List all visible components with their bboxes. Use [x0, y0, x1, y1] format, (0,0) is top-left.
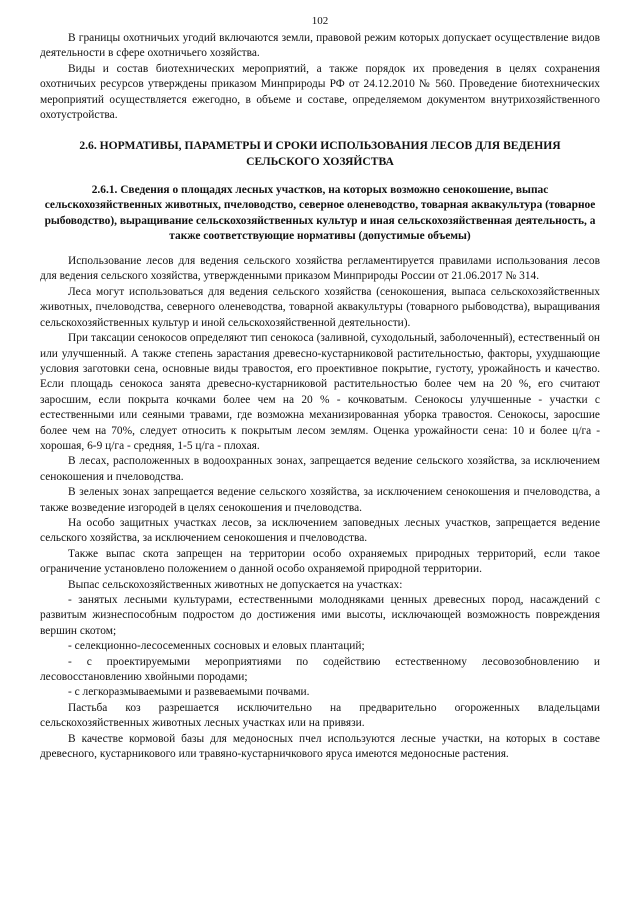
body-paragraph: Выпас сельскохозяйственных животных не допускается на участках: — [68, 578, 403, 591]
page-number: 102 — [311, 15, 329, 27]
closing-paragraph: В качестве кормовой базы для медоносных пчел используются лесные участки, на которых в составе древесного, кустарникового или травяно-кустарничкового яруса имеются медоносные растения. — [40, 732, 600, 761]
list-item: - занятых лесными культурами, естественными молодняками ценных древесных пород, насаждений с развитым жизнеспособным подростом до достижения ими высоты, исключающей возможность повреждения вершин скотом; — [40, 594, 600, 637]
list-item: - с легкоразмываемыми и развеваемыми почвами. — [68, 686, 310, 699]
closing-paragraph: Пастьба коз разрешается исключительно на предварительно огороженных владельцами сельскохозяйственных животных лесных участках или на привязи. — [40, 701, 600, 730]
intro-paragraph: В границы охотничьих угодий включаются земли, правовой режим которых допускает осуществление видов деятельности в сфере охотничьего хозяйства. — [40, 32, 600, 60]
body-paragraph: В зеленых зонах запрещается ведение сельского хозяйства, за исключением сенокошения и пчеловодства, а также возведение изгородей в целях сенокошения и пчеловодства. — [40, 486, 600, 514]
intro-paragraph: Виды и состав биотехнических мероприятий, а также порядок их проведения в целях сохранения охотничьих ресурсов утверждены приказом Минприроды РФ от 24.12.2010 № 560. Проведение биотехнических мероприятий осуществляется ежегодно, в объеме и составе, определяемом документом внутрихозяйственного охотустройства. — [40, 62, 600, 122]
list-item: - с проектируемыми мероприятиями по содействию естественному лесовозобновлению и лесовосстановлению хвойными породами; — [40, 655, 600, 684]
body-paragraph: Использование лесов для ведения сельского хозяйства регламентируется правилами использования лесов для ведения сельского хозяйства, утвержденными приказом Минприроды России от 21.06.2017 № 314. — [40, 255, 600, 283]
body-paragraph: Также выпас скота запрещен на территории особо охраняемых природных территорий, если такое ограничение установлено положением о данной особо охраняемой природной территории. — [40, 547, 600, 576]
subsection-heading: 2.6.1. Сведения о площадях лесных участков, на которых возможно сенокошение, выпас сельскохозяйственных животных, пчеловодство, северное оленеводство, товарная аквакультура (товарное рыбоводство), выращивание сельскохозяйственных культур и иная сельскохозяйственная деятельность, а также соответствующие нормативы (допустимые объемы) — [44, 184, 596, 242]
document-page — [40, 14, 600, 762]
section-heading: 2.6. НОРМАТИВЫ, ПАРАМЕТРЫ И СРОКИ ИСПОЛЬЗОВАНИЯ ЛЕСОВ ДЛЯ ВЕДЕНИЯ СЕЛЬСКОГО ХОЗЯЙСТВА — [79, 139, 561, 168]
body-paragraph: На особо защитных участках лесов, за исключением заповедных лесных участков, запрещается ведение сельского хозяйства, за исключением сенокошения и пчеловодства. — [40, 516, 600, 545]
list-item: - селекционно-лесосеменных сосновых и еловых плантаций; — [68, 640, 365, 653]
body-paragraph: В лесах, расположенных в водоохранных зонах, запрещается ведение сельского хозяйства, за исключением сенокошения и пчеловодства. — [40, 455, 600, 483]
body-paragraph: При таксации сенокосов определяют тип сенокоса (заливной, суходольный, заболоченный), естественный он или улучшенный. А также степень зарастания древесно-кустарниковой растительностью, факторы, ухудшающие условия заготовки сена, основные виды травостоя, его проективное покрытие, густоту, урожайность и качество. Если площадь сенокоса занята древесно-кустарниковой растительностью более чем на 20 %, его считают заросшим, если покрыта кочками более чем на 20 % - кочковатым. Сенокосы улучшенные - участки с естественными или сеяными травами, где возможна механизированная уборка травостоя. Сенокосы, заросшие более чем на 70%, следует относить к покрытым лесом землям. Оценка урожайности сена: 10 и более ц/га - хорошая, 6-9 ц/га - средняя, 1-5 ц/га - плохая. — [40, 332, 600, 452]
body-paragraph: Леса могут использоваться для ведения сельского хозяйства (сенокошения, выпаса сельскохозяйственных животных, пчеловодства, северного оленеводства, товарной аквакультуры (товарного рыбоводства), выращивания сельскохозяйственных культур и иной сельскохозяйственной деятельности). — [40, 285, 600, 329]
